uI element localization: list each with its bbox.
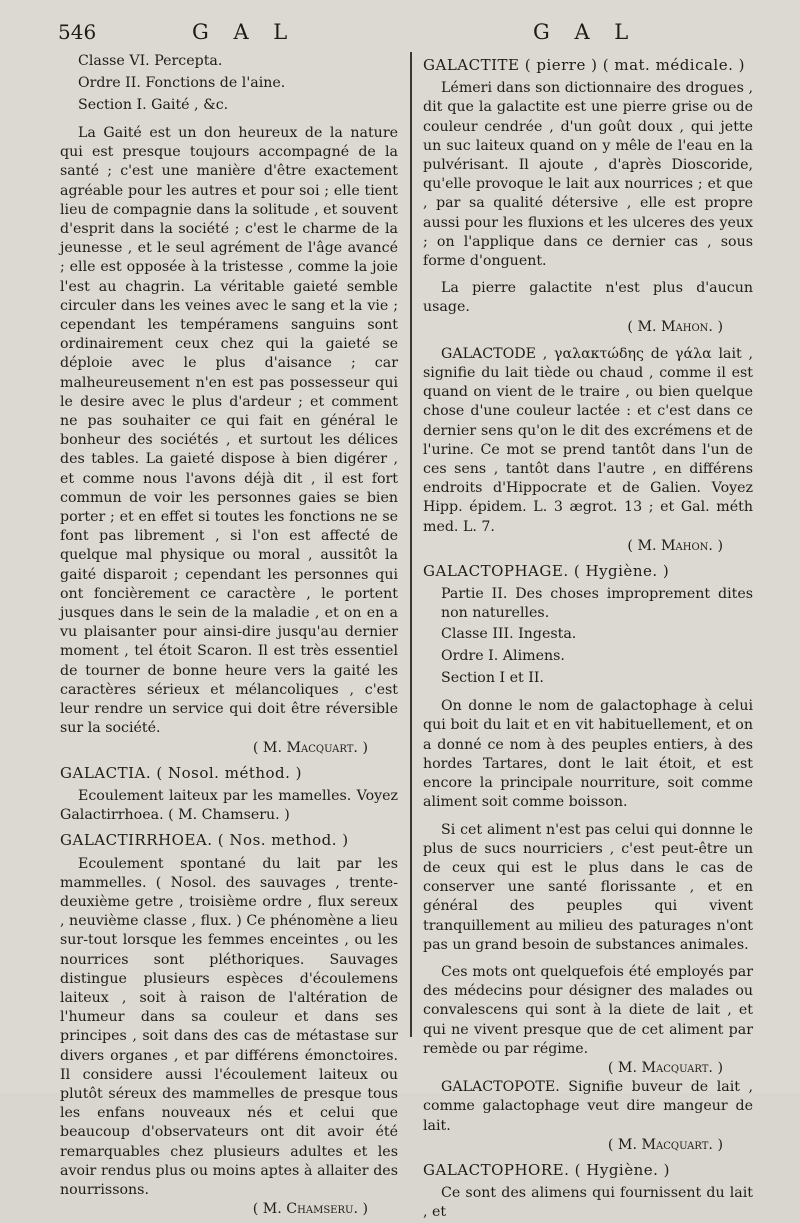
galactode-text: GALACTODE , γαλακτώδης de γάλα lait , signifie du lait tiède ou chaud , comme il est quand on vient de le traire , ou bien quelque chose d'une couleur lactée : et c'est dans ce dernier sens qu'on le dit des excrémens et de l'urine. Ce mot se prend tantôt dans l'un de ces sens , tantôt dans l'autre , en différens endroits d'Hippocrate et de Galien. Voyez Hipp. épidem. L. 3 ægrot. 13 ; et Gal. méth med. L. 7.: [423, 345, 753, 535]
galactophage-section: Section I et II.: [441, 670, 544, 687]
running-head-right: G A L: [533, 20, 638, 44]
gaite-signature: ( M. Macquart. ): [252, 739, 368, 756]
left-column: [60, 50, 398, 1219]
class-line: Classe VI. Percepta.: [78, 53, 223, 69]
order-line: Ordre II. Fonctions de l'aine.: [78, 75, 286, 91]
running-head-left: G A L: [192, 20, 297, 44]
galactode-signature: ( M. Mahon. ): [627, 537, 723, 554]
galactophage-order: Ordre I. Alimens.: [441, 648, 565, 665]
galactite-text: Lémeri dans son dictionnaire des drogues , dit que la galactite est une pierre grise ou de couleur cendrée , d'un goût doux , qui jette un suc laiteux quand on y mêle de l'eau en la pulvérisant. Il ajoute , d'après Dioscoride, qu'elle provoque le lait aux nourrices ; et que , par sa qualité détersive , elle est propre aussi pour les fluxions et les ulceres des yeux ; on l'applique dans ce dernier cas , sous forme d'onguent.: [423, 80, 753, 270]
galactophage-text-1: On donne le nom de galactophage à celui qui boit du lait et en vit habituellement, et on a donné ce nom à des peuples entiers, à des hordes Tartares, dont le lait étoit, et est encore la principale nourriture, soit comme aliment soit comme boisson.: [423, 698, 753, 811]
galactophage-heading: GALACTOPHAGE. ( Hygiène. ): [423, 562, 670, 581]
galactophage-class: Classe III. Ingesta.: [441, 626, 577, 643]
galactia-text: Ecoulement laiteux par les mamelles. Voyez Galactirrhoea. ( M. Chamseru. ): [60, 787, 398, 824]
galactopote-text: GALACTOPOTE. Signifie buveur de lait , comme galactophage veut dire mangeur de lait.: [423, 1079, 753, 1134]
galactirrhoea-text: Ecoulement spontané du lait par les mammelles. ( Nosol. des sauvages , trente-deuxième getre , troisième ordre , flux sereux , neuvième classe , flux. ) Ce phénomène a lieu sur-tout lorsque les femmes enceintes , ou les nourrices sont pléthoriques. Sauvages distingue plusieurs espèces d'écoulemens laiteux , soit à raison de l'altération de l'humeur dans sa couleur et dans ses principes , soit dans des cas de métastase sur divers organes , et par différens émonctoires. Il considere aussi l'écoulement laiteux ou plutôt séreux des mammelles de presque tous les enfans nouveaux nés et celui que beaucoup d'observateurs ont dit avoir été remarquables chez plusieurs adultes et les avoir rendus plus ou moins aptes à allaiter des nourrissons.: [60, 855, 398, 1198]
gaite-text: La Gaité est un don heureux de la nature qui est presque toujours accompagné de la santé ; c'est une manière d'être exactement agréable pour les autres et pour soi ; elle tient lieu de compagnie dans la solitude , et souvent d'esprit dans la société ; c'est le charme de la jeunesse , et le seul agrément de l'âge avancé ; elle est opposée à la tristesse , comme la joie l'est au chagrin. La véritable gaieté semble circuler dans les veines avec le sang et la vie ; cependant les tempéramens sanguins sont ordinairement ceux chez qui la gaieté se déploie avec le plus d'aisance ; car malheureusement n'en est pas possesseur qui le desire avec le plus d'ardeur ; et comment ne pas souhaiter ce qui fait en général le bonheur des sociétés , et surtout les délices des tables. La gaieté dispose à bien digérer , et comme nous l'avons déjà dit , il est fort commun de voir les personnes gaies se bien porter ; et en effet si toutes les fonctions ne se font pas librement , si l'on est affecté de quelque mal physique ou moral , aussitôt la gaité disparoit ; cependant les personnes qui ont foncièrement ce caractère , le portent jusques dans le sein de la maladie , et on en a vu plaisanter pour ainsi-dire jusqu'au dernier moment , tel étoit Scaron. Il est très essentiel de tourner de bonne heure vers la gaité les caractères sérieux et mélancoliques , c'est leur rendre un service qui doit être réversible sur la société.: [60, 125, 398, 737]
galactirrhoea-heading: GALACTIRRHOEA. ( Nos. method. ): [60, 831, 349, 850]
right-column: [423, 50, 753, 1223]
section-line: Section I. Gaité , &c.: [78, 97, 229, 113]
galactite-signature: ( M. Mahon. ): [627, 318, 723, 335]
page-number: 546: [58, 20, 97, 44]
galactite-heading: GALACTITE ( pierre ) ( mat. médicale. ): [423, 56, 745, 74]
galactophage-text-2: Si cet aliment n'est pas celui qui donnne le plus de sucs nourriciers , c'est peut-être un de ceux qui est le plus dans le cas de conserver une santé florissante , et en général des peuples qui vivent tranquillement au milieu des paturages n'ont pas un grand besoin de substances animales.: [423, 821, 753, 953]
galactophage-signature: ( M. Macquart. ): [607, 1059, 723, 1076]
column-divider: [410, 52, 412, 1037]
galactophage-part: Partie II. Des choses improprement dites non naturelles.: [441, 586, 753, 622]
galactia-heading: GALACTIA. ( Nosol. méthod. ): [60, 763, 303, 782]
galactophage-text-3: Ces mots ont quelquefois été employés par des médecins pour désigner des malades ou convalescens qui sont à la diete de lait , et qui ne vivent presque que de cet aliment par remède ou par régime.: [423, 963, 753, 1057]
galactopote-signature: ( M. Macquart. ): [607, 1136, 723, 1153]
galactophore-text: Ce sont des alimens qui fournissent du lait , et: [423, 1185, 753, 1221]
galactophore-heading: GALACTOPHORE. ( Hygiène. ): [423, 1160, 671, 1179]
galactirrhoea-signature: ( M. Chamseru. ): [252, 1201, 368, 1218]
galactite-text-2: La pierre galactite n'est plus d'aucun usage.: [423, 280, 753, 316]
